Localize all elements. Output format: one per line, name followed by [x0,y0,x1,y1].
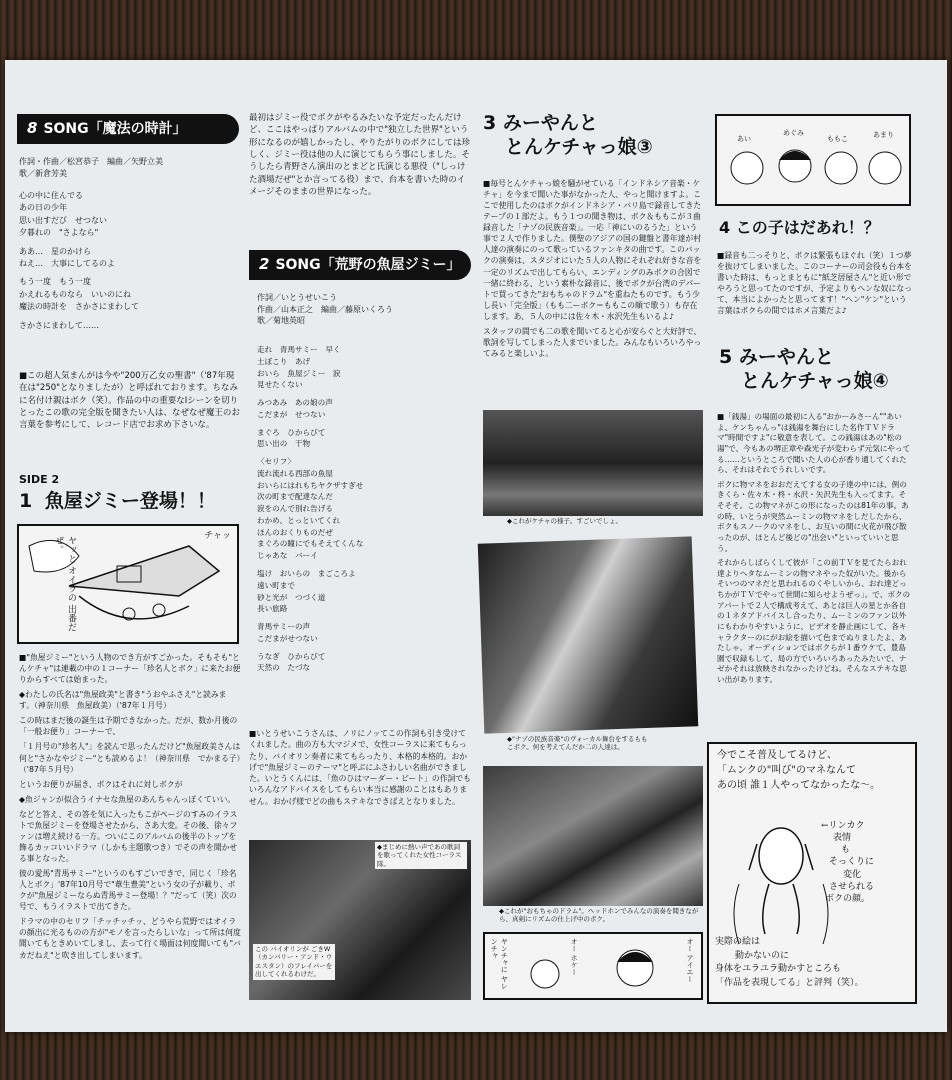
violin-caption: この バイオリンが ごきW（カンバリー・アンド・ウエスタン）のフレイバーを出してくれるわけだ。 [253,944,335,980]
jimmy-sfx: チャッ [204,531,231,541]
text-line: おいらにはれもちヤクザすぎせ [257,480,364,490]
text-line: みつあみ あの娘の声 [257,398,333,408]
text-line: ◆魚ジャンが似合うイナセな魚屋のあんちゃんっぽくていい。 [19,794,236,804]
text-line: 見せたくない [257,380,303,390]
side2-body [19,652,241,965]
munk-bottom-4: 「作品を表現してる」と評判（笑）。 [715,977,864,988]
studio-vocal-caption: ◆"ナゾの民族音楽"のヴォーカル舞台をするももこボク。何を考えてんだか二の人達は。 [507,735,648,752]
text-line: ◆わたしの氏名は"魚屋政美"と書き"うおやふさえ"と読みます。（神奈川県 魚屋政美）（'87年１月号） [19,690,227,711]
text-line: かえれるものなら いいのにね [19,289,131,299]
munk-side-7: ボクの顔。 [825,893,871,904]
song3-title [483,112,703,160]
song3-title-line1: みーやんと [502,112,598,134]
side2-label: SIDE 2 [19,473,60,486]
text-line: こだまが せつない [257,409,326,419]
song2-lyrics [257,344,471,674]
girl-name-3: ももこ [827,135,848,143]
text-line: ほんのおくりものだぜ [257,527,333,537]
song4-girls-cartoon [715,114,911,206]
song3-body-p1: ■毎号とんケチャっ娘を騒がせている「インドネシア音楽・ケチャ」を今まで聞いた事がなかった人、やっと聞けますよ。ここで使用したのはボクがインドネシア・バリ島で録音してきたテープの１部だよ。もう１つの聞き物は、ボク＆ももこが３曲録音した「ナゾの民族音楽」。一応「神にいのるうた」という事で２人で作りました。僕聖のアジアの国の鍵盤と書年達が村人達の演奏にのって歌っているファンキタの曲です。このバックの演奏は、スタジオにいた５人の人物にそれぞれ好きな音を一定のリズムで出してもらい、エンディングのみボクの合図で一緒に終わる、という素朴な録音に、後でボクが台湾のデパートで買ってきた"おもちゃのドラム"を重ねたものです。もう少し長い「完全版」（もも二ーボク＝ももこの順で歌う）も存在します。あ、５人の中には佐々木・水沢先生もいるよ♪ [483,179,702,321]
text-line: 心の中に住んでる [19,191,83,200]
song8-credits [19,156,239,179]
song8-title: SONG「魔法の時計」 [43,120,187,137]
text-line: ねえ… 大事にしてるのよ [19,258,115,268]
liner-notes-page [5,60,947,1032]
munk-side-4: そっくりに [829,857,875,868]
text-line: ドラマの中のセリフ「チッチッチッ、どうやら荒野ではオイラの顔出に光るものの方が"モノを言ったらしいな」って所は何度聞いてもときめいてしまし、去って行く場面は何度聞いても"バカだねえ"と吹き出してしまいます。 [19,917,241,960]
song3-cartoon-t2: オー ホケー [570,938,579,976]
munk-bottom-1: 実際の絵は [715,937,761,947]
text-line: 塩け おいらの まごころよ [257,569,356,579]
song5-body [717,412,913,690]
song3-body [483,178,703,363]
text-line: あの日の少年 [19,203,67,213]
song3-body-p2: スタッフの間でも二の歌を聞いてると心が安らぐと大好評で、歌詞を写してしまった人までいました。みんなもいろいろやってみると楽しいよ。 [483,326,702,358]
text-line: わかめ、とっといてくれ [257,515,341,525]
girl-name-2: めぐみ [783,129,804,137]
song2-header [249,250,471,280]
song5-body-p1: ■「銭湯」の場面の最初に入る"おかーみさーん""あいよ、ケンちゃんっ"は銭湯を舞台にした名作ＴＶドラマ"時間ですよ"に敬意を表して。この銭湯はあの"松の湯"で、今もあの堺正章や森光子が変わらず元気にやってる……というところで聞いた人の心が香り通してくれたら、それはそれでうれしいです。 [717,412,911,475]
toy-drum-caption: ◆これが"おもちゃのドラム"。ヘッドホンでみんなの演奏を聞きながら、真剣にリズムの仕上げ中のボク。 [499,907,699,924]
text-line: まぐろの瞳にでもそえてくんな [257,539,364,549]
song8-note: ■この超人気まんがは今や"200万乙女の聖書"（'87年現在は"250"となりましたが）と呼ばれております。ちなみに名付け親はボク（笑）。作品の中の重要なⅠシーンを切りとったこの歌の完全版を聞きたい人は、なぜなぜ魔王のお言葉を参考にして、レコード店でお求め下さいな。 [19,371,240,431]
munk-side-1: ←リンカク [821,821,865,831]
jimmy-speech: ヤッと オイラの 出番だぜ。 [52,536,76,632]
text-line: さかさにまわして…… [19,320,99,330]
side2-number: 1 [19,490,33,512]
text-line: ああ… 星のかけら [19,246,91,256]
studio-vocal-photo [478,536,699,733]
song8-credits-line1: 作詞・作曲／松宮恭子 編曲／矢野立美 [19,157,163,166]
song2-credits-line1: 作詞／いとうせいこう [257,293,337,302]
song4-number: 4 [719,218,731,237]
song5-title-line2: とんケチャっ娘④ [741,369,889,392]
kecak-caption: ◆これがケチャの様子。すごいでしょ。 [507,517,623,525]
song5-body-p2: ボクに物マネをおおだえてする女の子達の中には、例のきくら・佐々木・柊・水沢・矢沢先生も入ってます。そそそそ。この物マネがこの形になったのは81年の事。あの時、いとうが突然ムーミンの物マネをしだしたから、ボクもスノークのマネをし、お互いの間に火花が飛び散ったのが、ほとんど後どの"出会い"といっていいと思う。 [717,479,909,553]
text-line: 涙をのんで別れ告げる [257,504,333,514]
kecak-photo [483,410,703,516]
text-line: 砂と光が つづく道 [257,592,326,602]
text-line: ■"魚屋ジミー"という人物のでき方がすごかった。そもそも"とんケチャ"は連載の中の１コーナー「珍名人とボク」に来たお便りからすべては始まった。 [19,653,241,685]
text-line: 次の町まで配達なんだ [257,492,333,502]
chorus-caption: ◆まじめに熱い声であの歌詞を歌ってくれた女性コーラス隊。 [375,842,467,869]
text-line: おいら 魚屋ジミー 涙 [257,368,341,378]
text-line: こだまがせつない [257,633,318,643]
munk-side-5: 変化 [843,869,862,880]
text-line: 走れ 青馬サミー 早く [257,345,341,354]
song2-credits-line2: 作曲／山本正之 編曲／藤原いくろう [257,304,393,314]
text-line: 思い出すだび せつない [19,215,107,225]
song5-title-line1: みーやんと [738,346,834,368]
text-line: 魔法の時計を さかさにまわして [19,302,139,312]
munk-side-3: も [841,845,851,856]
munk-side-note [821,820,874,905]
song2-credits [257,292,471,327]
munk-bottom-note [715,936,864,990]
text-line: まぐろ ひからびて [257,427,326,437]
intro-text: 最初はジミー役でボクがやるみたいな予定だったんだけど、ここはやっぱりアルバムの中で"独立した世界"という形になるのが嬉しかったし、やりたがりのボクにしては珍しく、ジミー役は他の人に演じてもらう事にしました。そうしたら青野さん演出のとまどと氏演じる悪役（"しっけた酒場だぜ"とか言ってる役）まで、台本を書いた時のイメージそのままの世界になった。 [249,113,471,197]
toy-drum-photo [483,766,703,906]
munk-line2: 「ムンクの"叫び"のマネなんて [717,765,856,776]
song3-cartoon-t3: オー アイエー [686,938,694,983]
text-line: じゃあな バーイ [257,551,318,561]
side2-title [19,488,216,516]
text-line: 天然の たづな [257,663,311,673]
text-line: うなぎ ひからびて [257,651,326,661]
song3-cartoon-drawing [485,934,701,998]
munk-bottom-2: 動かないのに [735,950,790,961]
text-line: というお便りが届き、ボクはそれに対しボクが [19,779,183,789]
song4-body: ■録音も二っそりと、ボクは緊張もほぐれ（笑）１つ夢を抜けてしまいました。このコーナーの司会役も台本を書いた時は、もっとまともに"紙芝居屋さん"と近い形でやろうと思ってたのですが、予定よりもヘンな奴になって、本当によかったと思ってます！"ヘン"ケン"という言葉はボクらの間ではホメ言葉だよ♪ [717,251,912,316]
song2-note: ■いとうせいこうさんは、ノリにノッてこの作詞も引き受けてくれました。曲の方も大マジメで、女性コーラスに来てもらったり、バイオリン奏者に来てもらったり、本格的本格的。おかげで"魚屋ジミーのテーマ"と呼ぶにふさわしい名曲ができました。いとうくんには、「魚のひはマーダー・ビート」の作詞でもいろんなアドバイスをしてもらい本当に感謝のことはもありません。おかげ様でどの曲もステキなできばえとなりました。 [249,729,471,806]
song3-number: 3 [483,112,497,134]
text-line: 夕暮れの "さよなら" [19,228,99,238]
song3-title-line2: とんケチャっ娘③ [505,135,653,158]
song2-credits-line3: 歌／菊地英昭 [257,316,305,326]
song8-credits-line2: 歌／新倉芳美 [19,168,67,178]
song5-number: 5 [719,346,733,368]
munk-line1: 今でこそ普及してるけど、 [717,750,837,761]
text-line: 土ぼこり あげ [257,356,311,366]
text-line: 長い旅路 [257,604,288,614]
song5-body-p3: それからしばらくして彼が「この前ＴＶを見てたらおれ達よりへタなムーミンの物マネやった奴がいた。後からそいつのマネだと思われるのくやしいから、おれ達どっちかがＴＶでやって世間に知らせようぜっ」。で、ボクのアパートで２人で構成考えて、あとは巨人の星とか各自の１ネタアドバイスし合ったり、ムーミンのファン以外にもわかりやすいように、ビデオを静止画にして、各キャラクターのにがお絵を描いて色までぬりましたよ、あたしゃ。オーディションではボクらが１番ウケて、豊島園で収録もして、局の方でいろいろあったみたいで、ナゼかそれは放映されなかったけどね。そんなステキな思い出があります。 [717,558,911,684]
text-line: などと答え、その答を気に入ったもこがページのすみのイラストで魚屋ジミーを登場させたから、さあ大変。その後、徐々ファンは増え続ける一方。ついにこのアルバムの後半のトップを飾るカッコいいドラマ（しかも主題歌つき）でその声を聞かせる事となった。 [19,809,238,863]
song5-title [719,346,919,394]
munk-cartoon [707,742,917,1004]
text-line: 彼の愛馬"青馬サミー"というのもすごいできで、同じく「珍名人とボク」'87年10月号で"葦生豊美"という女の子が載り、ボクが"魚屋ジミーならぬ青馬サミー登場！？"だって（笑）次の号で、もうイラストで出てきた。 [19,869,237,912]
text-line: この時はまだ後の誕生は予期できなかった。だが、数か月後の「一般お便り」コーナーで、 [19,716,238,737]
song8-header [17,114,239,144]
girl-name-4: あまり [873,131,894,139]
jimmy-cartoon [17,524,239,644]
text-line: 青馬サミーの声 [257,622,311,632]
text-line: もう一度 もう一度 [19,277,91,287]
text-line: 「１月号の"珍名人"」を読んで思ったんだけど"魚屋政美さんは何と"さかなやジミー"とも読めるよ！（神奈川県 でかまる子）（'87年５月号） [19,742,241,774]
song4-title [719,218,919,238]
munk-line3: あの頃 誰１人やってなかったな〜。 [717,780,881,791]
song4-title-text: この子はだあれ！？ [735,218,880,237]
side2-title-text: 魚屋ジミー登場！！ [44,490,216,512]
song3-cartoon [483,932,703,1000]
text-line: 思い出の 干物 [257,439,311,449]
text-line: 〈セリフ〉 [257,457,295,467]
song2-title: SONG「荒野の魚屋ジミー」 [275,256,461,273]
song8-lyrics [19,190,239,332]
munk-bottom-3: 身体をユラユラ動かすところも [715,964,842,974]
song3-cartoon-t1: ヤンチャに ヤレンチャ [490,938,509,990]
munk-side-2: 表情 [833,833,852,844]
song2-number: 2 [259,255,270,274]
text-line: 流れ流れる西部の魚屋 [257,468,333,478]
song8-number: 8 [27,119,38,138]
munk-side-6: させられる [829,881,875,892]
girl-name-1: あい [737,135,751,143]
text-line: 遠い町まで [257,580,295,590]
